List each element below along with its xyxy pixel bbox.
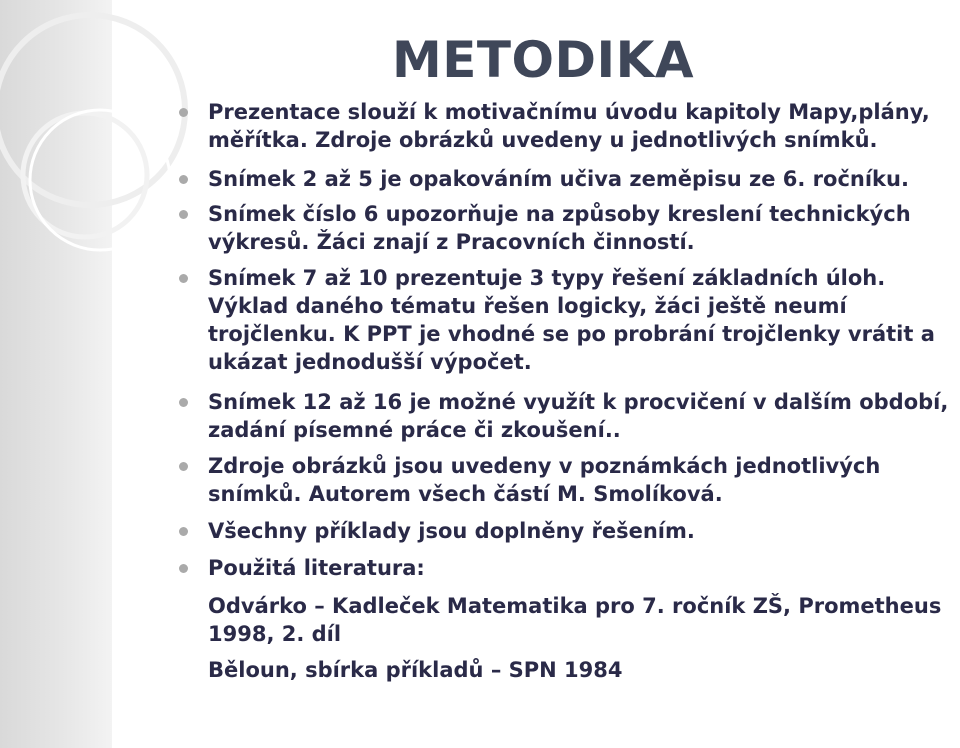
- bullet-item: [208, 452, 953, 508]
- bullet-text: Použitá literatura:: [208, 556, 425, 580]
- bullet-text: Zdroje obrázků jsou uvedeny v poznámkách jednotlivých snímků. Autorem všech částí M. Smolíková.: [208, 454, 881, 506]
- bullet-item: [208, 554, 953, 582]
- bullet-text: Snímek číslo 6 upozorňuje na způsoby kreslení technických výkresů. Žáci znají z Pracovních činností.: [208, 202, 911, 254]
- bullet-item: [208, 517, 953, 545]
- reference-text: Odvárko – Kadleček Matematika pro 7. ročník ZŠ, Prometheus 1998, 2. díl: [208, 594, 942, 646]
- reference-item: [208, 656, 953, 684]
- slide-title: METODIKA: [392, 31, 695, 89]
- bullet-text: Prezentace slouží k motivačnímu úvodu kapitoly Mapy,plány, měřítka. Zdroje obrázků uvedeny u jednotlivých snímků.: [208, 100, 930, 152]
- decorative-circles: [0, 0, 220, 300]
- bullet-item: [208, 264, 953, 376]
- bullet-text: Snímek 7 až 10 prezentuje 3 typy řešení základních úloh. Výklad daného tématu řešen logicky, žáci ještě neumí trojčlenku. K PPT je vhodné se po probrání trojčlenky vrátit a ukázat jednodušší výpočet.: [208, 266, 935, 374]
- bullet-item: [208, 98, 953, 154]
- bullet-item: [208, 388, 953, 444]
- bullet-item: [208, 165, 953, 193]
- bullet-text: Snímek 12 až 16 je možné využít k procvičení v dalším období, zadání písemné práce či zkoušení..: [208, 390, 949, 442]
- bullet-text: Snímek 2 až 5 je opakováním učiva zeměpisu ze 6. ročníku.: [208, 167, 909, 191]
- bullet-item: [208, 200, 953, 256]
- bullet-text: Všechny příklady jsou doplněny řešením.: [208, 519, 695, 543]
- reference-item: [208, 592, 953, 648]
- reference-text: Běloun, sbírka příkladů – SPN 1984: [208, 658, 623, 682]
